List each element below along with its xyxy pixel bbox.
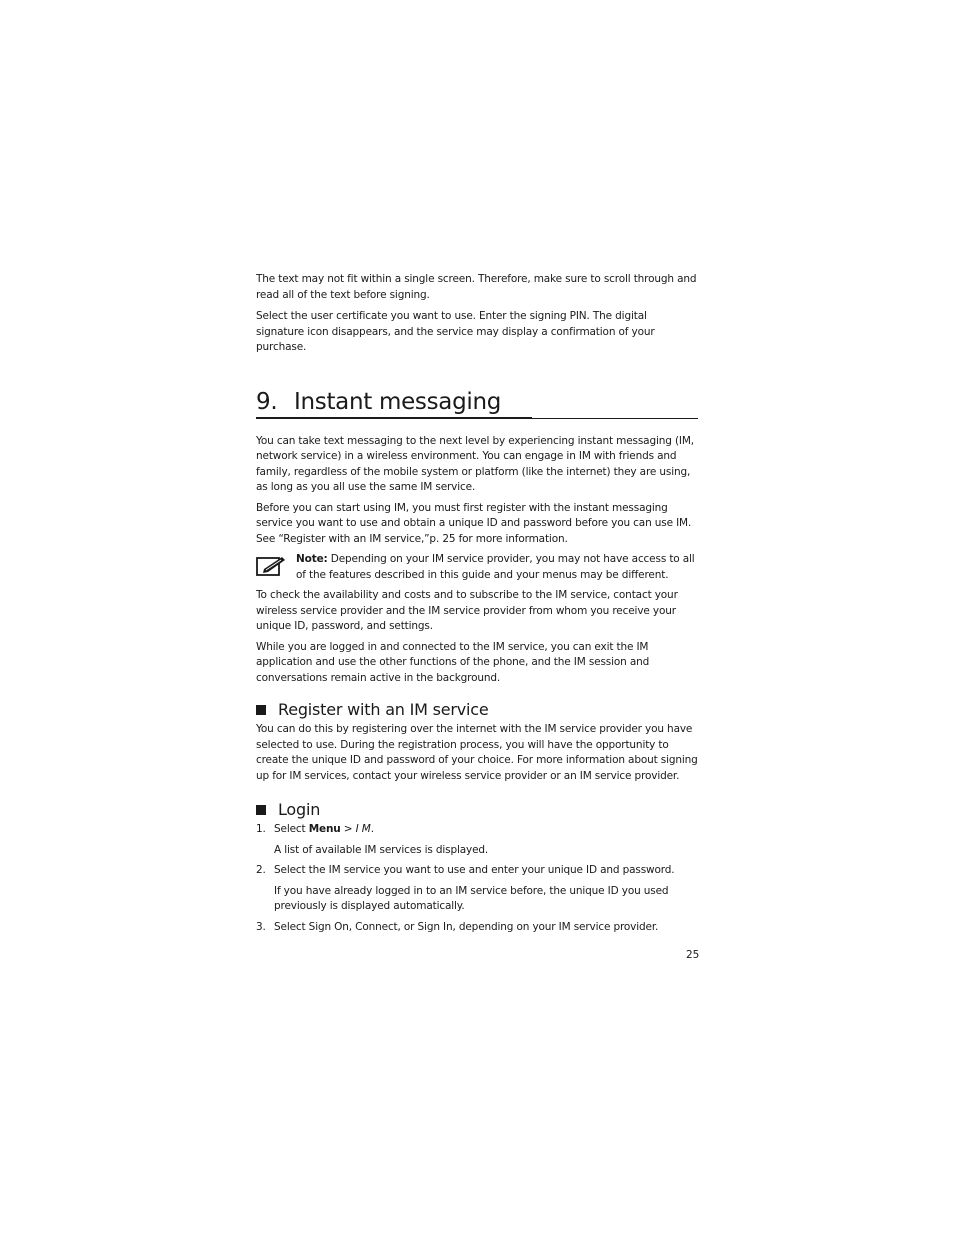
chapter-rule-thick bbox=[256, 417, 532, 419]
step-text: Select Menu > I M. bbox=[274, 823, 374, 835]
note-block bbox=[256, 552, 698, 583]
step-text: Select Sign On, Connect, or Sign In, depending on your IM service provider. bbox=[274, 920, 659, 933]
step-number: 2. bbox=[256, 864, 266, 876]
step-subtext: A list of available IM services is displayed. bbox=[274, 843, 489, 856]
step-subtext: If you have already logged in to an IM service before, the unique ID you used previously is displayed automatically. bbox=[274, 884, 669, 912]
list-item bbox=[256, 822, 698, 838]
note-icon bbox=[256, 552, 296, 583]
menu-label: Menu bbox=[308, 823, 341, 835]
section-heading-register bbox=[256, 700, 698, 720]
im-label: I M bbox=[355, 823, 371, 835]
chapter-heading bbox=[256, 389, 698, 423]
list-item bbox=[256, 863, 698, 879]
note-body: Depending on your IM service provider, you may not have access to all of the features described in this guide and your menus may be different. bbox=[296, 553, 695, 581]
step-number: 3. bbox=[256, 920, 266, 933]
register-paragraph: You can do this by registering over the internet with the IM service provider you have selected to use. During the registration process, you will have the opportunity to create the unique ID and password of your choice. For more information about signing up for IM services, contact your wireless service provider or an IM service provider. bbox=[256, 723, 698, 782]
chapter-title: Instant messaging bbox=[294, 388, 502, 415]
body-paragraph-2: Before you can start using IM, you must first register with the instant messaging service you want to use and obtain a unique ID and password before you can use IM. See “Register with an IM service,”p. 25 for more information. bbox=[256, 501, 692, 545]
list-item bbox=[256, 920, 698, 936]
chapter-number: 9. bbox=[256, 388, 278, 415]
body-paragraph-1: You can take text messaging to the next level by experiencing instant messaging (IM, network service) in a wireless environment. You can engage in IM with friends and family, regardless of the mobile system or platform (like the internet) they are using, as long as you all use the same IM service. bbox=[256, 434, 694, 493]
step-number: 1. bbox=[256, 823, 266, 835]
register-heading: Register with an IM service bbox=[278, 700, 489, 719]
section-bullet-icon bbox=[256, 705, 266, 715]
body-paragraph-3: To check the availability and costs and to subscribe to the IM service, contact your wireless service provider and the IM service provider from whom you receive your unique ID, password, and settings. bbox=[256, 589, 678, 632]
page-content bbox=[256, 272, 698, 940]
step-text: Select the IM service you want to use and enter your unique ID and password. bbox=[274, 864, 675, 876]
login-heading: Login bbox=[278, 800, 321, 819]
section-bullet-icon bbox=[256, 805, 266, 815]
intro-paragraph-1: The text may not fit within a single screen. Therefore, make sure to scroll through and read all of the text before signing. bbox=[256, 273, 697, 301]
note-text bbox=[296, 552, 698, 583]
body-paragraph-4: While you are logged in and connected to the IM service, you can exit the IM application and use the other functions of the phone, and the IM session and conversations remain active in the background. bbox=[256, 640, 650, 684]
page-number: 25 bbox=[686, 949, 700, 961]
section-heading-login bbox=[256, 800, 698, 820]
login-steps bbox=[256, 822, 698, 935]
note-label: Note: bbox=[296, 553, 328, 565]
intro-paragraph-2: Select the user certificate you want to use. Enter the signing PIN. The digital signature icon disappears, and the service may display a confirmation of your purchase. bbox=[256, 310, 655, 353]
